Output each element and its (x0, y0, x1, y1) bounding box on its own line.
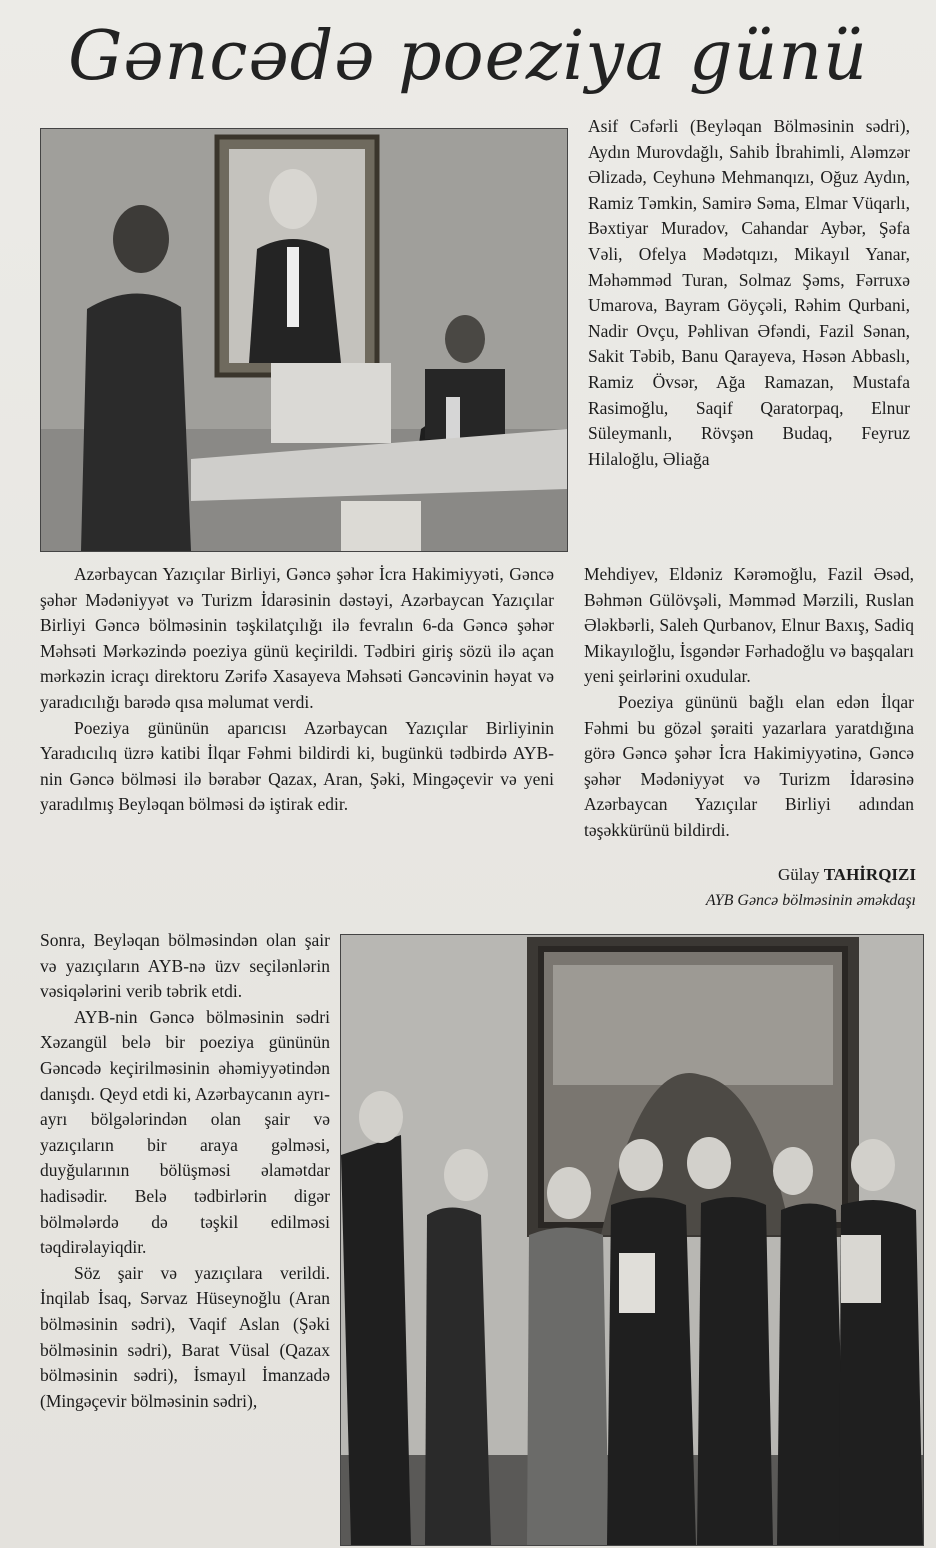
participants-paragraph: Asif Cəfərli (Beyləqan Bölməsinin sədri), Aydın Murovdağlı, Sahib İbrahimli, Aləmzər Əlizadə, Ceyhunə Mehmanqızı, Oğuz Aydın, Ramiz Təmkin, Samirə Səma, Elmar Vüqarlı, Bəxtiyar Muradov, Cahandar Aybər, Şəfa Vəli, Ofelya Mədətqızı, Mikayıl Yanar, Məhəmməd Turan, Solmaz Şəms, Fərruxə Umarova, Bayram Göyçəli, Rəhim Qurbani, Nadir Ovçu, Pəhlivan Əfəndi, Fazil Sənan, Sakit Təbib, Banu Qarayeva, Həsən Abbaslı, Ramiz Övsər, Ağa Ramazan, Mustafa Rasimoğlu, Saqif Qaratorpaq, Elnur Süleymanlı, Rövşən Budaq, Feyruz Hilaloğlu, Əliağa (588, 116, 910, 469)
group-photo (340, 934, 924, 1546)
left-column-wide (40, 562, 554, 818)
author-last-name: TAHİRQIZI (823, 865, 916, 884)
membership-paragraph: Sonra, Beyləqan bölməsindən olan şair və yazıçıların AYB-nə üzv seçilənlərin vəsiqələrini verib təbrik etdi. (40, 930, 330, 1002)
left-column-narrow (40, 928, 330, 1414)
right-column-continued (584, 562, 914, 844)
speakers-paragraph: Söz şair və yazıçılara verildi. İnqilab İsaq, Sərvaz Hüseynoğlu (Aran bölməsinin sədri), Vaqif Aslan (Şəki bölməsinin sədri), Barat Vüsal (Qazax bölməsinin sədri), İsmayıl İmanzadə (Mingəçevir bölməsinin sədri), (40, 1262, 330, 1411)
event-photo-speaker (40, 128, 568, 552)
author-role: AYB Gəncə bölməsinin əməkdaşı (705, 892, 916, 909)
author-first-name: Gülay (777, 865, 824, 884)
intro-paragraph: Azərbaycan Yazıçılar Birliyi, Gəncə şəhər İcra Hakimiyyəti, Gəncə şəhər Mədəniyyət və Turizm İdarəsinin dəstəyi, Azərbaycan Yazıçılar Birliyi Gəncə bölməsinin təşkilatçılığı ilə fevralın 6-da Gəncə şəhər Məhsəti Mərkəzində poeziya günü keçirildi. Tədbiri giriş sözü ilə açan mərkəzin icraçı direktoru Zərifə Xasayeva Məhsəti Gəncəvinin həyat və yaradıcılığı barədə qısa məlumat verdi. (40, 564, 554, 712)
chair-paragraph: AYB-nin Gəncə bölməsinin sədri Xəzangül belə bir poeziya gününün Gəncədə keçirilməsinin əhəmiyyətindən danışdı. Qeyd etdi ki, Azərbaycanın ayrı-ayrı bölgələrindən olan şair və yazıçıların bir araya gəlməsi, duyğularının bölüşməsi əlamətdar hadisədir. Belə tədbirlərin digər bölmələrdə də təşkil edilməsi təqdirəlayiqdir. (40, 1006, 330, 1258)
speaker-photo-illustration (41, 129, 567, 551)
host-paragraph: Poeziya gününün aparıcısı Azərbaycan Yazıçılar Birliyinin Yaradıcılıq üzrə katibi İlqar Fəhmi bildirdi ki, bugünkü tədbirdə AYB-nin Gəncə bölməsi ilə bərabər Qazax, Aran, Şəki, Mingəçevir və yeni yaradılmış Beyləqan bölməsi də iştirak edir. (40, 717, 554, 815)
right-column-top (588, 114, 910, 472)
article-signature (706, 862, 916, 914)
participants-continued-paragraph: Mehdiyev, Eldəniz Kərəmoğlu, Fazil Əsəd, Bəhmən Gülövşəli, Məmməd Mərzili, Ruslan Ələkbərli, Saleh Qurbanov, Elnur Baxış, Sadiq Mikayıloğlu, İsgəndər Fərhadoğlu və başqaları yeni şeirlərini oxudular. (584, 564, 914, 687)
closing-paragraph: Poeziya gününü bağlı elan edən İlqar Fəhmi bu gözəl şəraiti yazarlara yaratdığına görə Gəncə şəhər İcra Hakimiyyətinə, Gəncə şəhər Mədəniyyət və Turizm İdarəsinə Azərbaycan Yazıçılar Birliyi adından təşəkkürünü bildirdi. (584, 691, 914, 840)
group-photo-illustration (341, 935, 923, 1545)
article-headline: Gəncədə poeziya günü (68, 17, 868, 96)
